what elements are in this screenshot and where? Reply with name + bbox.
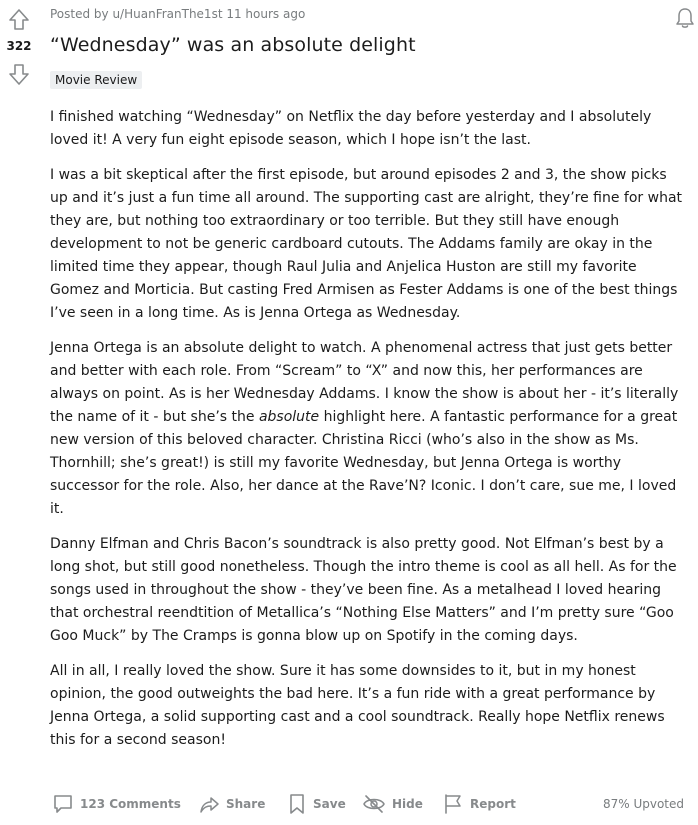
post-flair[interactable]: Movie Review: [50, 71, 142, 89]
report-label: Report: [470, 797, 516, 811]
body-text: Jenna Ortega is an absolute delight to watch. A phenomenal actress that just gets better and better with each role. From “Scream” to “X” and now this, her performances are always on point. As is her Wednesday Addams. I know the show is about her - it’s literally the name of it - but she’s the: [50, 340, 679, 425]
body-text: highlight here. A fantastic performance for a great new version of this beloved character. Christina Ricci (who’s also in the show as Ms. Thornhill; she’s great!) is still my favorite Wednesday, but Jenna Ortega is worthy successor for the role. Also, her dance at the Rave’N? Iconic. I don’t care, sue me, I loved it.: [50, 409, 678, 517]
bell-icon: [674, 6, 696, 30]
share-label: Share: [226, 797, 266, 811]
vote-score: 322: [6, 39, 32, 53]
save-label: Save: [313, 797, 346, 811]
share-arrow-icon: [198, 793, 220, 815]
report-button[interactable]: [442, 790, 516, 818]
save-button[interactable]: [287, 790, 346, 818]
notification-button[interactable]: [674, 6, 696, 30]
body-emphasis: absolute: [258, 409, 320, 425]
flag-icon: [442, 793, 464, 815]
upvote-ratio: 87% Upvoted: [602, 797, 684, 811]
arrow-down-icon: [8, 62, 30, 86]
bookmark-icon: [287, 793, 307, 815]
post-meta: Posted by u/HuanFranThe1st 11 hours ago: [50, 7, 306, 21]
post-body: [50, 106, 686, 764]
comments-button[interactable]: [52, 790, 181, 818]
body-paragraph: Danny Elfman and Chris Bacon’s soundtrack is also pretty good. Not Elfman’s best by a long shot, but still good nonetheless. Though the intro theme is cool as all hell. As for the songs used in throughout the show - they’ve been fine. As a metalhead I loved hearing that orchestral reendtition of Metallica’s “Nothing Else Matters” and I’m pretty sure “Goo Goo Muck” by The Cramps is gonna blow up on Spotify in the coming days.: [50, 536, 677, 644]
eye-slash-icon: [362, 793, 386, 815]
body-paragraph: [50, 337, 686, 521]
upvote-button[interactable]: [8, 8, 30, 32]
comments-label: 123 Comments: [80, 797, 181, 811]
post-title: “Wednesday” was an absolute delight: [50, 34, 416, 56]
body-paragraph: I was a bit skeptical after the first episode, but around episodes 2 and 3, the show picks up and it’s just a fun time all around. The supporting cast are alright, they’re fine for what they are, but nothing too extraordinary or too terrible. But they still have enough development to not be generic cardboard cutouts. The Addams family are okay in the limited time they appear, though Raul Julia and Anjelica Huston are still my favorite Gomez and Morticia. But casting Fred Armisen as Fester Addams is one of the best things I’ve seen in a long time. As is Jenna Ortega as Wednesday.: [50, 167, 683, 321]
hide-label: Hide: [392, 797, 423, 811]
hide-button[interactable]: [362, 790, 423, 818]
downvote-button[interactable]: [8, 62, 30, 86]
post-footer: [52, 790, 688, 818]
arrow-up-icon: [8, 8, 30, 32]
body-paragraph: I finished watching “Wednesday” on Netflix the day before yesterday and I absolutely loved it! A very fun eight episode season, which I hope isn’t the last.: [50, 109, 652, 148]
body-paragraph: All in all, I really loved the show. Sure it has some downsides to it, but in my honest opinion, the good outweights the bad here. It’s a fun ride with a great performance by Jenna Ortega, a solid supporting cast and a cool soundtrack. Really hope Netflix renews this for a second season!: [50, 663, 665, 748]
comment-bubble-icon: [52, 793, 74, 815]
share-button[interactable]: [198, 790, 265, 818]
